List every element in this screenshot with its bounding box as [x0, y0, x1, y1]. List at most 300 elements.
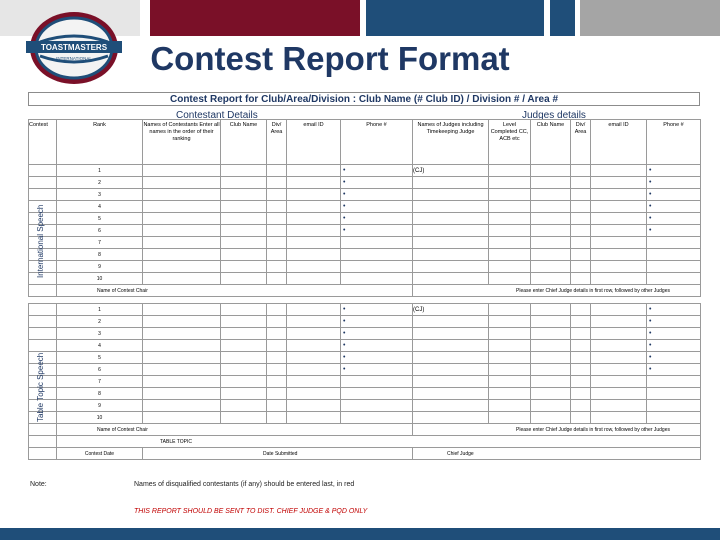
table-cell[interactable] — [221, 189, 267, 201]
table-cell[interactable] — [571, 340, 591, 352]
table-cell[interactable]: • — [647, 177, 701, 189]
table-cell[interactable] — [531, 400, 571, 412]
table-cell[interactable] — [489, 213, 531, 225]
table-cell[interactable] — [531, 304, 571, 316]
international-speech-rows — [29, 165, 701, 285]
table-cell[interactable] — [221, 364, 267, 376]
table-cell[interactable] — [413, 316, 489, 328]
table-cell[interactable]: • — [647, 328, 701, 340]
table-cell[interactable] — [413, 273, 489, 285]
table-cell[interactable] — [531, 201, 571, 213]
table-cell[interactable] — [489, 376, 531, 388]
table-cell[interactable] — [571, 376, 591, 388]
note-label: Note: — [30, 481, 47, 488]
table-cell[interactable] — [221, 412, 267, 424]
table-cell[interactable] — [143, 388, 221, 400]
table-cell[interactable] — [489, 189, 531, 201]
table-cell[interactable] — [413, 352, 489, 364]
rank-cell: 5 — [57, 352, 143, 364]
table-cell[interactable] — [221, 201, 267, 213]
table-cell[interactable] — [489, 364, 531, 376]
rank-cell: 6 — [57, 364, 143, 376]
table-cell[interactable] — [341, 261, 413, 273]
table-cell[interactable] — [413, 364, 489, 376]
table-cell[interactable] — [571, 237, 591, 249]
table-cell[interactable] — [591, 388, 647, 400]
table-cell[interactable] — [647, 273, 701, 285]
table-cell[interactable] — [341, 273, 413, 285]
table-cell[interactable] — [267, 213, 287, 225]
date-submitted-label: Date Submitted — [143, 448, 413, 460]
table-cell[interactable]: • — [341, 165, 413, 177]
table-cell[interactable] — [591, 189, 647, 201]
table-cell[interactable] — [571, 388, 591, 400]
table-cell[interactable] — [413, 201, 489, 213]
table-row — [29, 189, 701, 201]
contest2-judges-note: Please enter Chief Judge details in first row, followed by other Judges — [413, 424, 701, 436]
table-cell[interactable] — [341, 388, 413, 400]
table-cell[interactable] — [287, 249, 341, 261]
table-cell[interactable] — [489, 304, 531, 316]
table-cell[interactable]: • — [341, 213, 413, 225]
table-cell[interactable]: • — [647, 364, 701, 376]
table-cell[interactable] — [143, 189, 221, 201]
table-cell[interactable] — [489, 412, 531, 424]
table-cell[interactable] — [571, 249, 591, 261]
contest1-chair-row — [29, 285, 701, 297]
table-cell[interactable] — [591, 376, 647, 388]
table-row — [29, 201, 701, 213]
table-cell[interactable] — [531, 364, 571, 376]
table-cell[interactable] — [647, 412, 701, 424]
table-header-row — [29, 120, 701, 165]
table-cell[interactable] — [287, 273, 341, 285]
table-cell[interactable] — [221, 273, 267, 285]
table-cell[interactable] — [647, 261, 701, 273]
table-cell[interactable]: • — [647, 189, 701, 201]
table-cell[interactable] — [591, 340, 647, 352]
table-cell[interactable] — [143, 201, 221, 213]
table-cell[interactable]: • — [341, 189, 413, 201]
rank-cell: 9 — [57, 400, 143, 412]
table-cell[interactable] — [571, 352, 591, 364]
table-cell[interactable] — [413, 261, 489, 273]
table-cell[interactable] — [267, 304, 287, 316]
table-cell[interactable]: • — [341, 328, 413, 340]
table-cell[interactable] — [571, 189, 591, 201]
table-cell[interactable] — [267, 273, 287, 285]
table-cell[interactable] — [29, 316, 57, 328]
table-cell[interactable] — [647, 400, 701, 412]
table-row — [29, 261, 701, 273]
table-cell[interactable] — [531, 376, 571, 388]
table-cell[interactable] — [221, 249, 267, 261]
table-cell[interactable] — [267, 249, 287, 261]
table-cell[interactable] — [489, 328, 531, 340]
table-cell[interactable] — [267, 261, 287, 273]
col-phone-2: Phone # — [647, 120, 701, 165]
table-cell[interactable] — [591, 237, 647, 249]
table-cell[interactable] — [413, 376, 489, 388]
contest2-chair-label: Name of Contest Chair — [57, 424, 413, 436]
logo-text-line2: INTERNATIONAL — [56, 56, 92, 61]
table-cell[interactable] — [221, 328, 267, 340]
table-cell[interactable] — [287, 213, 341, 225]
table-cell[interactable] — [531, 328, 571, 340]
table-cell[interactable] — [287, 316, 341, 328]
page-title: Contest Report Format — [150, 40, 510, 77]
table-cell[interactable] — [489, 400, 531, 412]
table-cell[interactable] — [647, 388, 701, 400]
table-cell[interactable] — [287, 177, 341, 189]
table-cell[interactable] — [413, 249, 489, 261]
table-cell[interactable] — [29, 340, 57, 352]
table-cell[interactable] — [143, 400, 221, 412]
table-cell[interactable] — [531, 165, 571, 177]
top-bar-blue-1 — [366, 0, 544, 36]
table-cell[interactable] — [489, 249, 531, 261]
table-cell[interactable] — [571, 225, 591, 237]
table-cell[interactable] — [341, 249, 413, 261]
col-div-area: Div/ Area — [267, 120, 287, 165]
table-cell[interactable] — [591, 273, 647, 285]
table-cell[interactable] — [287, 376, 341, 388]
table-cell[interactable] — [591, 400, 647, 412]
table-cell[interactable] — [571, 412, 591, 424]
table-cell[interactable] — [267, 237, 287, 249]
table-cell[interactable] — [489, 237, 531, 249]
rank-cell: 1 — [57, 165, 143, 177]
table-cell[interactable] — [267, 189, 287, 201]
toastmasters-logo — [26, 10, 122, 86]
table-cell[interactable] — [29, 189, 57, 201]
table-cell[interactable] — [571, 213, 591, 225]
table-row — [29, 328, 701, 340]
table-cell[interactable]: • — [341, 225, 413, 237]
contest2-chair-row — [29, 424, 701, 436]
col-club-name: Club Name — [221, 120, 267, 165]
table-cell[interactable] — [591, 165, 647, 177]
table-cell[interactable] — [143, 237, 221, 249]
table-cell[interactable] — [267, 400, 287, 412]
footer-fields-row — [29, 448, 701, 460]
table-cell[interactable] — [267, 376, 287, 388]
table-cell[interactable] — [591, 249, 647, 261]
table-cell[interactable]: • — [647, 225, 701, 237]
table-cell[interactable] — [591, 304, 647, 316]
table-cell[interactable] — [591, 261, 647, 273]
table-cell[interactable]: • — [341, 352, 413, 364]
table-cell[interactable] — [267, 352, 287, 364]
table-cell[interactable] — [143, 376, 221, 388]
table-cell[interactable] — [221, 177, 267, 189]
chief-judge-cell[interactable]: (CJ) — [413, 165, 489, 177]
table-cell[interactable] — [221, 213, 267, 225]
table-cell[interactable] — [489, 201, 531, 213]
table-cell[interactable] — [29, 165, 57, 177]
contest1-judges-note: Please enter Chief Judge details in first row, followed by other Judges — [413, 285, 701, 297]
table-cell[interactable] — [287, 352, 341, 364]
table-cell[interactable] — [267, 340, 287, 352]
judges-details-heading: Judges details — [522, 110, 586, 121]
table-cell[interactable] — [591, 412, 647, 424]
table-row — [29, 177, 701, 189]
table-cell[interactable] — [489, 352, 531, 364]
rank-cell: 7 — [57, 376, 143, 388]
table-cell[interactable]: • — [647, 352, 701, 364]
table-cell[interactable] — [143, 328, 221, 340]
table-cell[interactable] — [591, 328, 647, 340]
table-cell[interactable] — [287, 225, 341, 237]
table-cell[interactable] — [267, 328, 287, 340]
table-cell[interactable] — [571, 201, 591, 213]
table-row — [29, 364, 701, 376]
table-cell[interactable] — [221, 304, 267, 316]
rank-cell: 7 — [57, 237, 143, 249]
table-cell[interactable] — [143, 165, 221, 177]
table-cell[interactable] — [267, 412, 287, 424]
table-cell[interactable] — [341, 412, 413, 424]
table-cell[interactable]: • — [647, 201, 701, 213]
chief-judge-cell[interactable]: (CJ) — [413, 304, 489, 316]
table-cell[interactable]: • — [341, 304, 413, 316]
table-row — [29, 412, 701, 424]
table-cell[interactable] — [267, 364, 287, 376]
table-topic-rows — [29, 304, 701, 424]
rank-cell: 6 — [57, 225, 143, 237]
table-cell[interactable] — [221, 316, 267, 328]
table-cell[interactable]: • — [647, 340, 701, 352]
table-cell[interactable] — [489, 261, 531, 273]
table-cell[interactable] — [143, 249, 221, 261]
table-cell[interactable] — [647, 237, 701, 249]
table-cell[interactable] — [531, 249, 571, 261]
table-cell[interactable] — [287, 261, 341, 273]
table-cell[interactable] — [221, 340, 267, 352]
table-cell[interactable] — [531, 213, 571, 225]
table-cell[interactable] — [531, 388, 571, 400]
table-cell[interactable] — [221, 352, 267, 364]
table-cell[interactable] — [341, 376, 413, 388]
table-cell[interactable] — [143, 213, 221, 225]
table-cell[interactable]: • — [341, 364, 413, 376]
table-cell[interactable] — [413, 388, 489, 400]
table-cell[interactable] — [221, 376, 267, 388]
table-cell[interactable] — [531, 340, 571, 352]
table-cell[interactable] — [647, 249, 701, 261]
chief-judge-label: Chief Judge — [413, 448, 701, 460]
table-cell[interactable] — [287, 400, 341, 412]
table-cell[interactable] — [29, 177, 57, 189]
rank-cell: 2 — [57, 177, 143, 189]
table-cell[interactable] — [143, 304, 221, 316]
table-cell[interactable] — [571, 273, 591, 285]
rank-cell: 1 — [57, 304, 143, 316]
col-contestant-names: Names of Contestants Enter all names in the order of their ranking — [143, 120, 221, 165]
table-row — [29, 165, 701, 177]
bottom-bar — [0, 528, 720, 540]
table-cell[interactable] — [287, 165, 341, 177]
note-text: Names of disqualified contestants (if any) should be entered last, in red — [134, 481, 355, 488]
table-cell[interactable] — [143, 225, 221, 237]
table-cell[interactable] — [531, 189, 571, 201]
table-cell[interactable] — [531, 225, 571, 237]
table-cell[interactable] — [221, 388, 267, 400]
table-row — [29, 273, 701, 285]
table-cell[interactable]: • — [341, 177, 413, 189]
table-cell[interactable] — [143, 273, 221, 285]
table-cell[interactable] — [143, 364, 221, 376]
table-cell[interactable] — [591, 316, 647, 328]
table-cell[interactable] — [341, 237, 413, 249]
rank-cell: 8 — [57, 388, 143, 400]
table-cell[interactable] — [267, 388, 287, 400]
table-cell[interactable] — [29, 328, 57, 340]
table-cell[interactable] — [591, 225, 647, 237]
table-cell[interactable] — [489, 316, 531, 328]
table-cell[interactable] — [287, 412, 341, 424]
table-cell[interactable] — [267, 316, 287, 328]
table-cell[interactable] — [531, 237, 571, 249]
table-cell[interactable] — [413, 340, 489, 352]
table-cell[interactable] — [267, 201, 287, 213]
table-cell[interactable]: • — [647, 304, 701, 316]
table-cell[interactable] — [267, 225, 287, 237]
table-cell[interactable] — [571, 261, 591, 273]
table-cell[interactable] — [489, 388, 531, 400]
table-cell[interactable] — [221, 225, 267, 237]
table-cell[interactable] — [221, 237, 267, 249]
table-row — [29, 376, 701, 388]
table-cell[interactable] — [489, 340, 531, 352]
table-cell[interactable] — [571, 328, 591, 340]
table-cell[interactable] — [287, 201, 341, 213]
rank-cell: 9 — [57, 261, 143, 273]
table-cell[interactable] — [413, 412, 489, 424]
table-cell[interactable] — [489, 177, 531, 189]
table-cell[interactable] — [29, 304, 57, 316]
table-cell[interactable] — [413, 189, 489, 201]
table-cell[interactable] — [413, 177, 489, 189]
table-cell[interactable] — [591, 364, 647, 376]
table-cell[interactable] — [531, 261, 571, 273]
table-cell[interactable] — [143, 412, 221, 424]
table-cell[interactable] — [413, 213, 489, 225]
table-cell[interactable]: • — [341, 340, 413, 352]
table-cell[interactable] — [143, 316, 221, 328]
table-cell[interactable] — [571, 304, 591, 316]
table-row — [29, 340, 701, 352]
table-cell[interactable] — [287, 237, 341, 249]
col-email-2: email ID — [591, 120, 647, 165]
contest1-chair-label: Name of Contest Chair — [57, 285, 413, 297]
international-speech-label: International Speech — [36, 204, 45, 278]
table-cell[interactable] — [413, 400, 489, 412]
table-cell[interactable] — [571, 177, 591, 189]
table-cell[interactable] — [489, 273, 531, 285]
col-phone: Phone # — [341, 120, 413, 165]
table-cell[interactable] — [531, 352, 571, 364]
col-contest: Contest — [29, 120, 57, 165]
rank-cell: 10 — [57, 412, 143, 424]
table-cell[interactable] — [287, 189, 341, 201]
table-cell[interactable] — [531, 412, 571, 424]
table-cell[interactable] — [143, 177, 221, 189]
col-level: Level Completed CC, ACB etc — [489, 120, 531, 165]
table-topic-row — [29, 436, 701, 448]
rank-cell: 10 — [57, 273, 143, 285]
table-cell[interactable] — [531, 316, 571, 328]
table-cell[interactable] — [571, 165, 591, 177]
table-cell[interactable] — [413, 237, 489, 249]
table-row — [29, 237, 701, 249]
table-cell[interactable] — [647, 376, 701, 388]
table-cell[interactable] — [413, 225, 489, 237]
table-cell[interactable]: • — [647, 213, 701, 225]
table-cell[interactable] — [287, 364, 341, 376]
rank-cell: 4 — [57, 201, 143, 213]
table-cell[interactable] — [531, 177, 571, 189]
table-cell[interactable] — [571, 400, 591, 412]
col-judges-names: Names of Judges including Timekeeping Judge — [413, 120, 489, 165]
table-cell[interactable] — [287, 304, 341, 316]
table-cell[interactable] — [221, 400, 267, 412]
table-cell[interactable] — [531, 273, 571, 285]
table-cell[interactable] — [287, 340, 341, 352]
rank-cell: 2 — [57, 316, 143, 328]
table-row — [29, 352, 701, 364]
table-row — [29, 304, 701, 316]
table-cell[interactable] — [287, 328, 341, 340]
table-row — [29, 213, 701, 225]
rank-cell: 8 — [57, 249, 143, 261]
table-cell[interactable] — [571, 316, 591, 328]
table-cell[interactable] — [143, 261, 221, 273]
table-cell[interactable] — [221, 261, 267, 273]
table-cell[interactable]: • — [341, 201, 413, 213]
contest-table — [28, 119, 701, 460]
table-cell[interactable] — [489, 225, 531, 237]
table-cell[interactable] — [591, 352, 647, 364]
table-cell[interactable] — [267, 177, 287, 189]
table-cell[interactable] — [571, 364, 591, 376]
rank-cell: 3 — [57, 328, 143, 340]
table-cell[interactable] — [591, 213, 647, 225]
top-bar-grey-right — [580, 0, 720, 36]
table-cell[interactable] — [413, 328, 489, 340]
col-email: email ID — [287, 120, 341, 165]
table-cell[interactable] — [221, 165, 267, 177]
table-row — [29, 316, 701, 328]
report-header: Contest Report for Club/Area/Division : Club Name (# Club ID) / Division # / Area # — [28, 92, 700, 106]
col-div-area-2: Div/ Area — [571, 120, 591, 165]
table-cell[interactable] — [341, 400, 413, 412]
table-cell[interactable] — [489, 165, 531, 177]
table-cell[interactable] — [287, 388, 341, 400]
table-cell[interactable] — [267, 165, 287, 177]
table-cell[interactable] — [143, 352, 221, 364]
contestant-details-heading: Contestant Details — [176, 110, 258, 121]
contest-date-label: Contest Date — [57, 448, 143, 460]
table-cell[interactable] — [591, 201, 647, 213]
table-cell[interactable]: • — [647, 165, 701, 177]
table-topic-label: TABLE TOPIC — [57, 436, 701, 448]
table-cell[interactable]: • — [647, 316, 701, 328]
rank-cell: 5 — [57, 213, 143, 225]
table-cell[interactable]: • — [341, 316, 413, 328]
table-cell[interactable] — [143, 340, 221, 352]
table-cell[interactable] — [591, 177, 647, 189]
